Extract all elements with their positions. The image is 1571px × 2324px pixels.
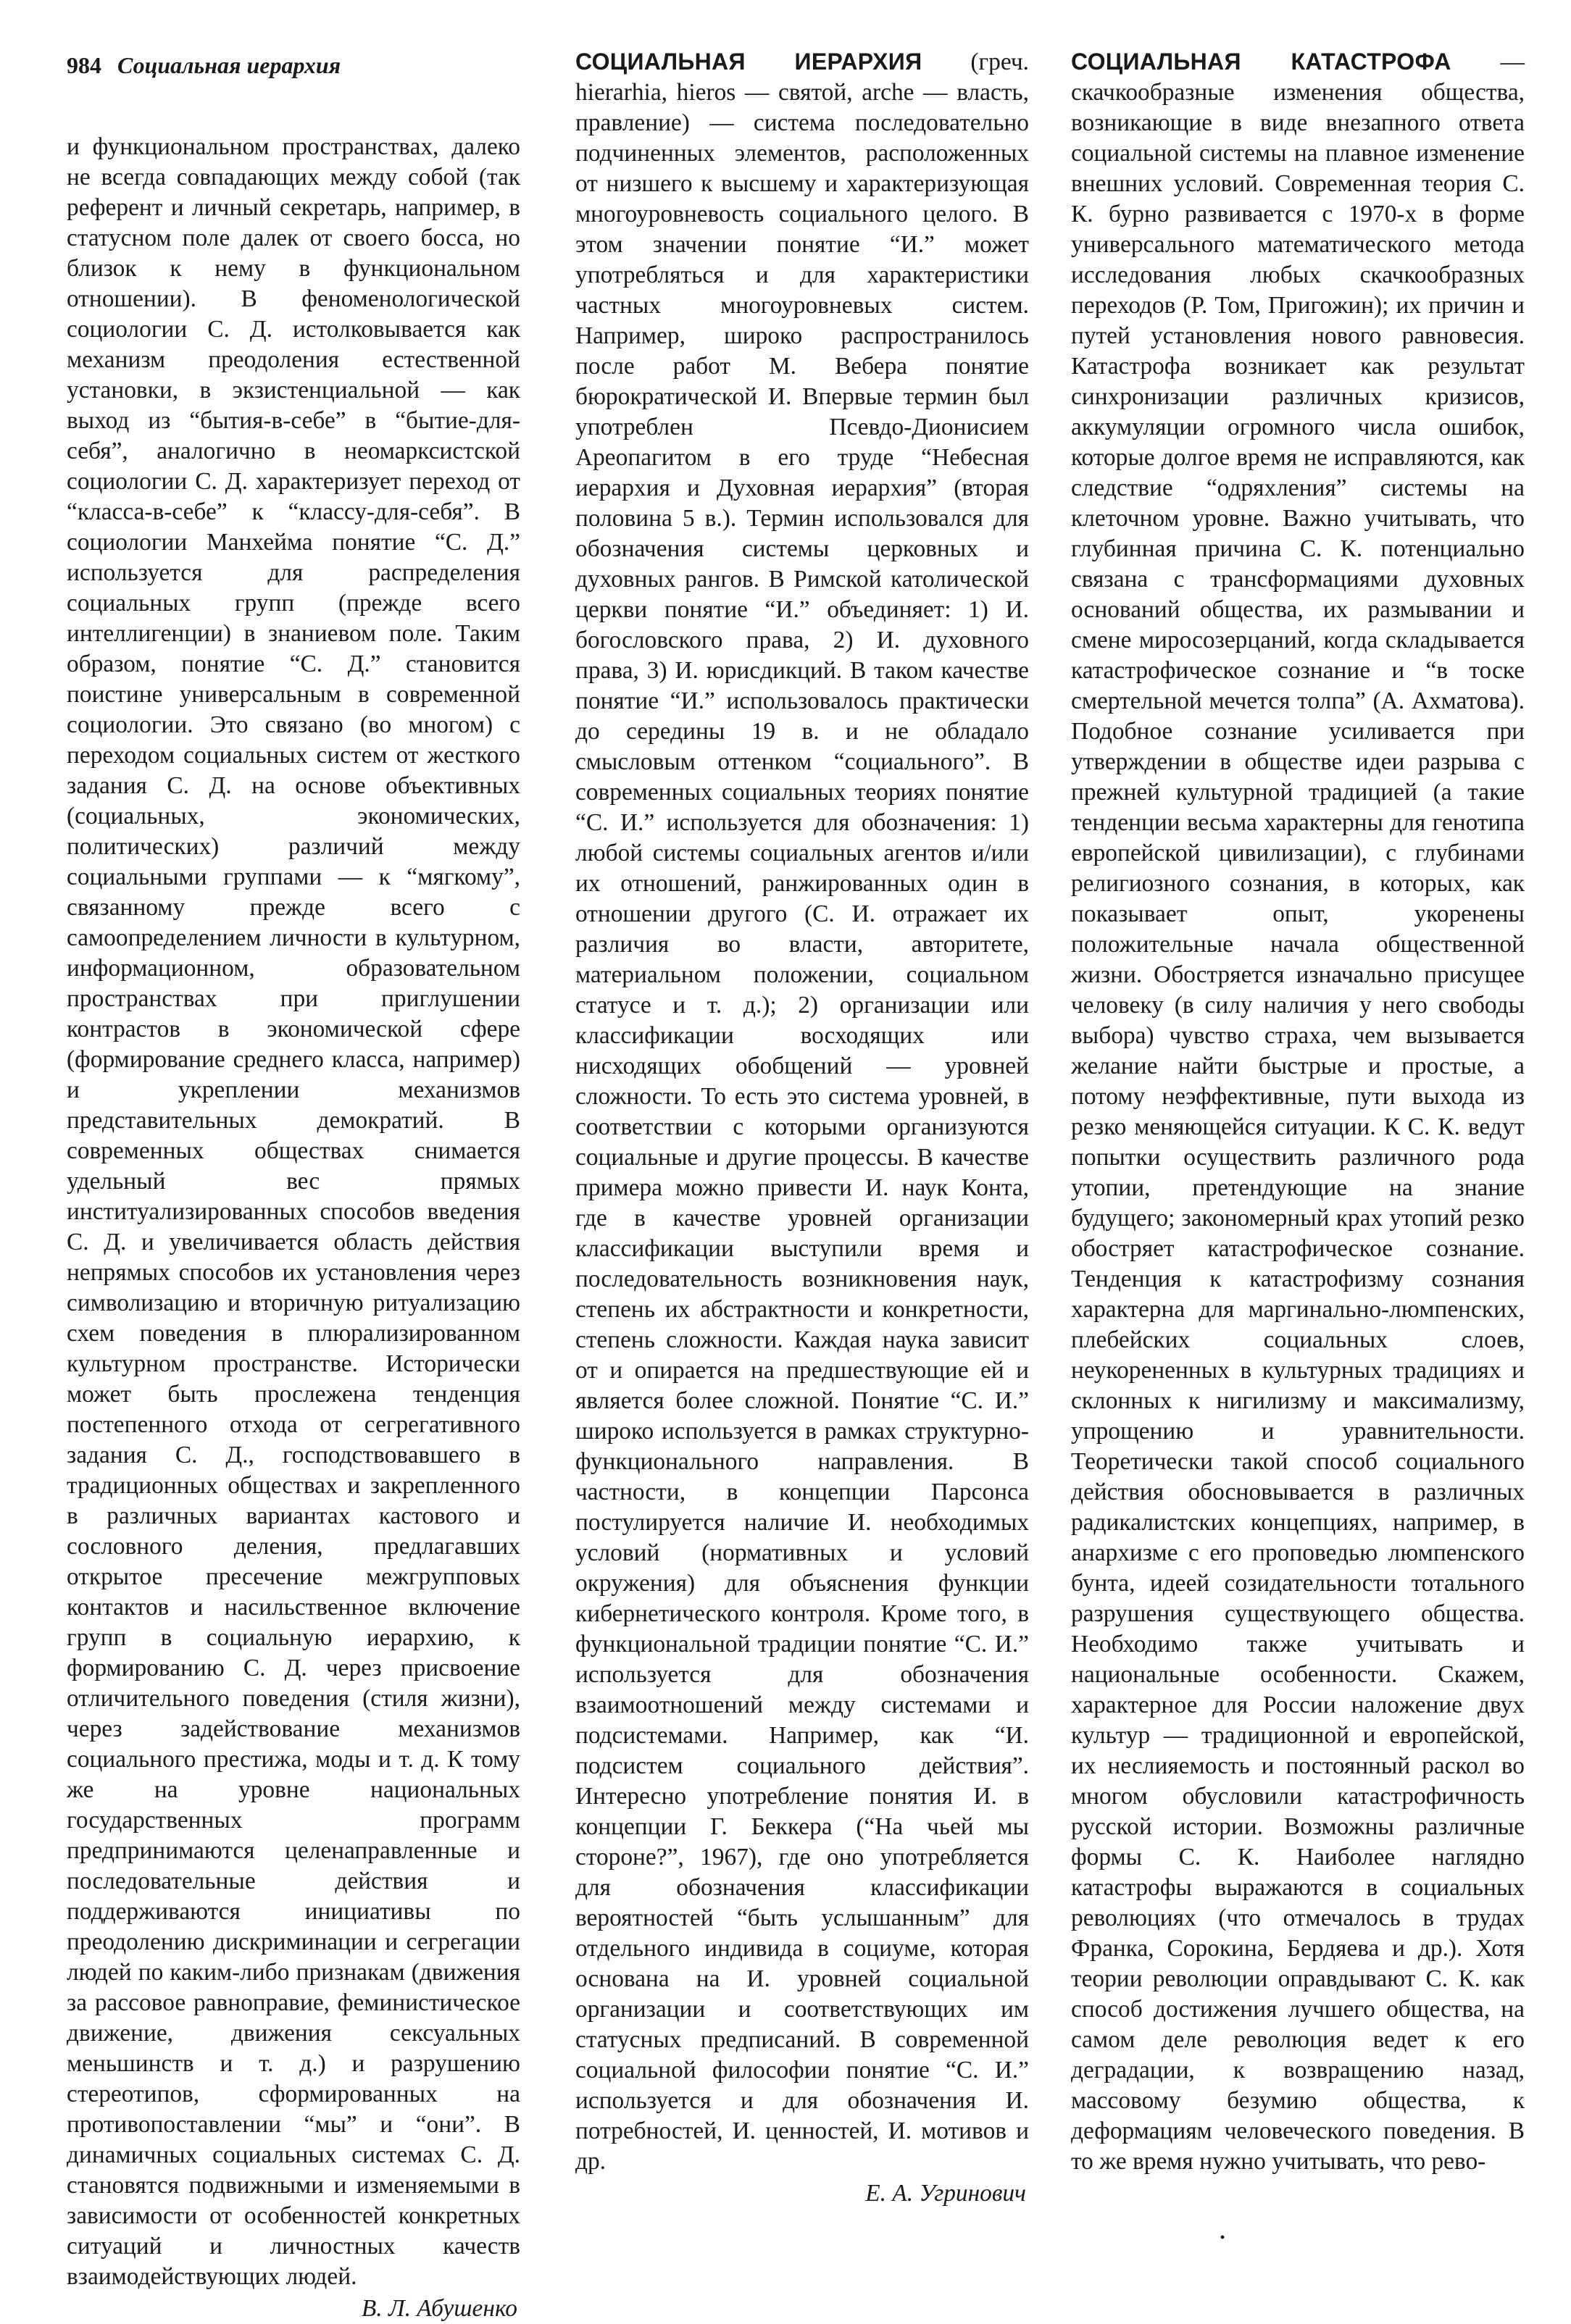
author-signature: В. Л. Абушенко xyxy=(361,2295,517,2322)
entry-social-catastrophe xyxy=(1071,46,1525,2177)
entry-text: — скачкообразные изменения общества, возникающие в виде внезапного ответа социальной системы на плавное изменение внешних условий. Современная теория С. К. бурно развивается с 1970-х в форме универсального математического метода исследования любых скачкообразных переходов (Р. Том, Пригожин); их причин и путей установления нового равновесия. Катастрофа возникает как результат синхронизации различных кризисов, аккумуляции огромного числа ошибок, которые долгое время не исправляются, как следствие “одряхления” системы на клеточном уровне. Важно учитывать, что глубинная причина С. К. потенциально связана с трансформациями духовных оснований общества, их размывании и смене миросозерцаний, когда складывается катастрофическое сознание и “в тоске смертельной мечется толпа” (А. Ахматова). Подобное сознание усиливается при утверждении в обществе идеи разрыва с прежней культурной традицией (а такие тенденции весьма характерны для генотипа европейской цивилизации), с глубинами религиозного сознания, в которых, как показывает опыт, укоренены положительные начала общественной жизни. Обостряется изначально присущее человеку (в силу наличия у него свободы выбора) чувство страха, чем вызывается желание найти быстрые и простые, а потому неэффективные, пути выхода из резко меняющейся ситуации. К С. К. ведут попытки осуществить различного рода утопии, претендующие на знание будущего; закономерный крах утопий резко обостряет катастрофическое сознание. Тенденция к катастрофизму сознания характерна для маргинально-люмпенских, плебейских социальных слоев, неукорененных в культурных традициях и склонных к нигилизму и максимализму, упрощению и уравнительности. Теоретически такой способ социального действия обосновывается в различных радикалистских концепциях, например, в анархизме с его проповедью люмпенского бунта, идеей созидательности тотального разрушения существующего общества. Необходимо также учитывать и национальные особенности. Скажем, характерное для России наложение двух культур — традиционной и европейской, их неслияемость и постоянный раскол во многом обусловили катастрофичность русской истории. Возможны различные формы С. К. Наиболее наглядно катастрофы выражаются в социальных революциях (что отмечалось в трудах Франка, Сорокина, Бердяева и др.). Хотя теории революции оправдывают С. К. как способ достижения лучшего общества, на самом деле революция ведет к его деградации, к возвращению назад, массовому безумию общества, к деформациям человеческого поведения. В то же время нужно учитывать, что рево- xyxy=(1071,49,1525,2175)
entry-social-hierarchy xyxy=(575,46,1029,2177)
running-head xyxy=(67,52,341,79)
column-3 xyxy=(1071,46,1525,2177)
article-continuation-text: и функциональном пространствах, далеко не всегда совпадающих между собой (так референт и личный секретарь, например, в статусном поле далек от своего босса, но близок к нему в функциональном отношении). В феноменологической социологии С. Д. истолковывается как механизм преодоления естественной установки, в экзистенциальной — как выход из “бытия-в-себе” в “бытие-для-себя”, аналогично в неомарксистской социологии С. Д. характеризует переход от “класса-в-себе” к “классу-для-себя”. В социологии Манхейма понятие “С. Д.” используется для распределения социальных групп (прежде всего интеллигенции) в знаниевом поле. Таким образом, понятие “С. Д.” становится поистине универсальным в современной социологии. Это связано (во многом) с переходом социальных систем от жесткого задания С. Д. на основе объективных (социальных, экономических, политических) различий между социальными группами — к “мягкому”, связанному прежде всего с самоопределением личности в культурном, информационном, образовательном пространствах при приглушении контрастов в экономической сфере (формирование среднего класса, например) и укреплении механизмов представительных демократий. В современных обществах снимается удельный вес прямых институализированных способов введения С. Д. и увеличивается область действия непрямых способов их установления через символизацию и вторичную ритуализацию схем поведения в плюрализированном культурном пространстве. Исторически может быть прослежена тенденция постепенного отхода от сегрегативного задания С. Д., господствовавшего в традиционных обществах и закрепленного в различных вариантах кастового и сословного деления, предлагавших открытое пресечение межгрупповых контактов и насильственное включение групп в социальную иерархию, к формированию С. Д. через присвоение отличительного поведения (стиля жизни), через задействование механизмов социального престижа, моды и т. д. К тому же на уровне национальных государственных программ предпринимаются целенаправленные и последовательные действия и поддерживаются инициативы по преодолению дискриминации и сегрегации людей по каким-либо признакам (движения за рассовое равноправие, феминистическое движение, движения сексуальных меньшинств и т. д.) и разрушению стереотипов, сформированных на противопоставлении “мы” и “они”. В динамичных социальных системах С. Д. становятся подвижными и изменяемыми в зависимости от особенностей конкретных ситуаций и личностных качеств взаимодействующих людей. xyxy=(67,133,520,2290)
author-signature: Е. А. Угринович xyxy=(865,2180,1026,2207)
running-head-title: Социальная иерархия xyxy=(117,52,341,78)
page-mark: · xyxy=(1219,2225,1227,2249)
entry-headword: СОЦИАЛЬНАЯ КАТАСТРОФА xyxy=(1071,49,1451,75)
column-1 xyxy=(67,132,520,2324)
entry-text: (греч. hierarhia, hieros — святой, arche — власть, правление) — система последовательно подчиненных элементов, расположенных от низшего к высшему и характеризующая многоуровневость социального целого. В этом значении понятие “И.” может употребляться и для характеристики частных многоуровневых систем. Например, широко распространилось после работ М. Вебера понятие бюрократической И. Впервые термин был употреблен Псевдо-Дионисием Ареопагитом в его труде “Небесная иерархия и Духовная иерархия” (вторая половина 5 в.). Термин использовался для обозначения системы церковных и духовных рангов. В Римской католической церкви понятие “И.” объединяет: 1) И. богословского права, 2) И. духовного права, 3) И. юрисдикций. В таком качестве понятие “И.” использовалось практически до середины 19 в. и не обладало смысловым оттенком “социального”. В современных социальных теориях понятие “С. И.” используется для обозначения: 1) любой системы социальных агентов и/или их отношений, ранжированных один в отношении другого (С. И. отражает их различия во власти, авторитете, материальном положении, социальном статусе и т. д.); 2) организации или классификации восходящих или нисходящих обобщений — уровней сложности. То есть это система уровней, в соответствии с которыми организуются социальные и другие процессы. В качестве примера можно привести И. наук Конта, где в качестве уровней организации классификации выступили время и последовательность возникновения наук, степень их абстрактности и конкретности, степень сложности. Каждая наука зависит от и опирается на предшествующие ей и является более сложной. Понятие “С. И.” широко используется в рамках структурно-функционального направления. В частности, в концепции Парсонса постулируется наличие И. необходимых условий (нормативных и условий окружения) для объяснения функции кибернетического контроля. Кроме того, в функциональной традиции понятие “С. И.” используется для обозначения взаимоотношений между системами и подсистемами. Например, как “И. подсистем социального действия”. Интересно употребление понятия И. в концепции Г. Беккера (“На чьей мы стороне?”, 1967), где оно употребляется для обозначения классификации вероятностей “быть услышанным” для отдельного индивида в социуме, которая основана на И. уровней социальной организации и соответствующих им статусных предписаний. В современной социальной философии понятие “С. И.” используется и для обозначения И. потребностей, И. ценностей, И. мотивов и др. xyxy=(575,49,1029,2175)
column-2 xyxy=(575,46,1029,2209)
page-number: 984 xyxy=(67,52,101,78)
entry-headword: СОЦИАЛЬНАЯ ИЕРАРХИЯ xyxy=(575,49,922,75)
